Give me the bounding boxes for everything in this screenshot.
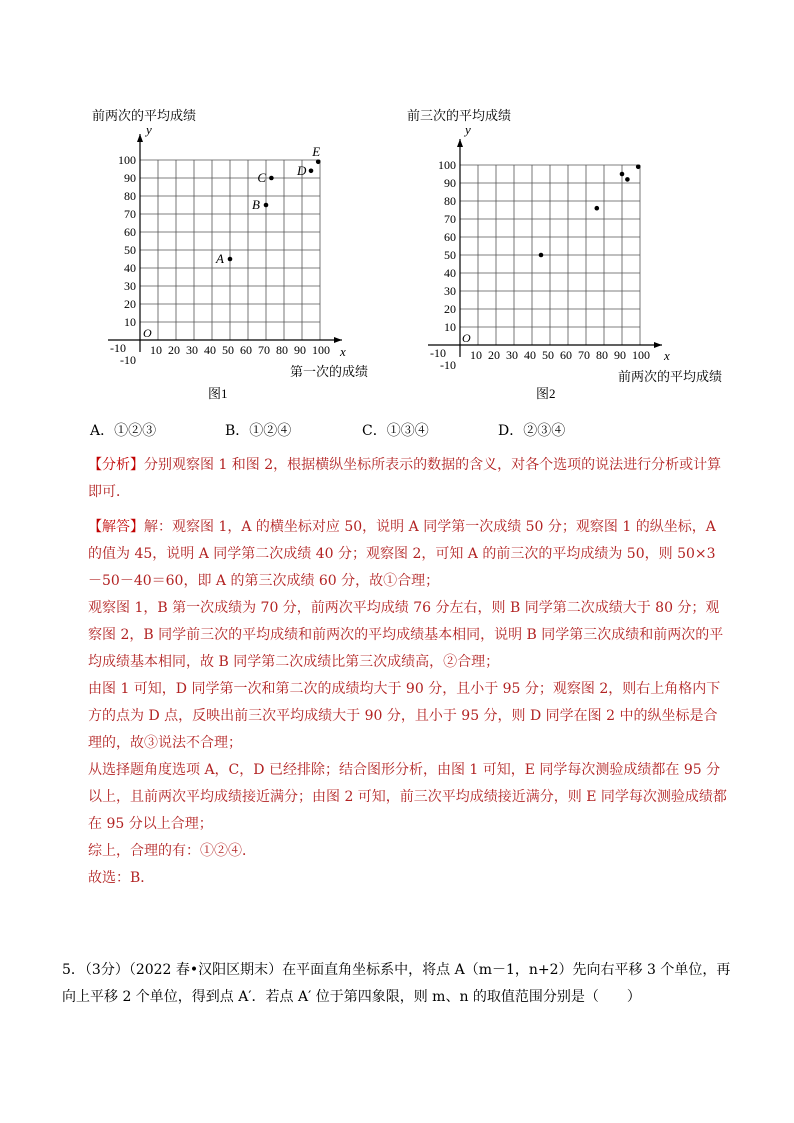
- figure2-origin: O: [462, 331, 471, 345]
- figure1-point-d: [309, 169, 314, 174]
- figure2-y-tick-label: 70: [444, 212, 456, 226]
- figure1-point-label-e: E: [312, 143, 321, 159]
- figure1-x-tick-label: 80: [276, 343, 288, 357]
- figure1-x-tick-label: 20: [168, 343, 180, 357]
- figure2-x-tick-label: 50: [542, 348, 554, 362]
- figure2-x-tick-label: 10: [470, 348, 482, 362]
- figure1-origin: O: [143, 326, 152, 340]
- figure1-y-tick-label: 70: [124, 207, 136, 221]
- figure2-y-arrow: [457, 139, 463, 147]
- figure1-point-b: [264, 203, 269, 208]
- figure1-y-tick-label: 10: [124, 315, 136, 329]
- figure1-ylabel: 前两次的平均成绩: [92, 108, 197, 123]
- figure1-point-e: [316, 160, 321, 165]
- figure1-x-tick-label: 70: [258, 343, 270, 357]
- analysis-block: [88, 452, 728, 506]
- figure1-x-tick-label: 30: [186, 343, 198, 357]
- figure2-y-tick-label: 60: [444, 230, 456, 244]
- figure1-y-tick-label: 100: [118, 153, 136, 167]
- figure2-point: [636, 165, 641, 170]
- figure1-y-neg-tick: -10: [120, 353, 136, 367]
- figure1-y-arrow: [137, 134, 143, 142]
- figure2-point: [620, 172, 625, 177]
- figure-1: [92, 108, 368, 401]
- figure1-x-tick-label: 100: [312, 343, 330, 357]
- figure2-x-arrow: [654, 342, 662, 348]
- figure1-point-c: [269, 176, 274, 181]
- solution-p3: 由图 1 可知，D 同学第一次和第二次的成绩均大于 90 分，且小于 95 分；观察图 2，则右上角格内下方的点为 D 点，反映出前三次平均成绩大于 90 分，且小于 95 分，则 D 同学在图 2 中的纵坐标是合理的，故③说法不合理；: [88, 681, 721, 751]
- figure2-y-tick-label: 40: [444, 266, 456, 280]
- solution-p4: 从选择题角度选项 A，C，D 已经排除；结合图形分析，由图 1 可知，E 同学每次测验成绩都在 95 分以上，且前两次平均成绩接近满分；由图 2 可知，前三次平均成绩接近满分，则 E 同学每次测验成绩都在 95 分以上合理；: [88, 762, 727, 832]
- analysis-text: 分别观察图 1 和图 2，根据横纵坐标所表示的数据的含义，对各个选项的说法进行分析或计算即可．: [88, 457, 722, 500]
- solution-p2: 观察图 1，B 第一次成绩为 70 分，前两次平均成绩 76 分左右，则 B 同学第二次成绩大于 80 分；观察图 2，B 同学前三次的平均成绩和前两次的平均成绩基本相同，说明 B 同学第三次成绩和前两次的平均成绩基本相同，故 B 同学第二次成绩比第三次成绩高，②合理；: [88, 600, 724, 670]
- figure2-caption: 图2: [536, 386, 556, 401]
- figure1-point-a: [228, 257, 233, 262]
- solution-block: [88, 514, 728, 892]
- figure2-y-tick-label: 90: [444, 176, 456, 190]
- figure-2: [407, 108, 722, 401]
- figure2-y-tick-label: 50: [444, 248, 456, 262]
- figure1-point-label-d: D: [297, 162, 307, 178]
- figure1-x-tick-label: 40: [204, 343, 216, 357]
- figure2-y-tick-label: 80: [444, 194, 456, 208]
- figure1-axis-x: x: [340, 344, 346, 359]
- question-5-text: 5．（3分）（2022 春•汉阳区期末）在平面直角坐标系中，将点 A（m－1，n+2）先向右平移 3 个单位，再向上平移 2 个单位，得到点 A′．若点 A′ 位于第四象限，则 m、n 的取值范围分别是（ ）: [62, 962, 731, 1005]
- solution-tag: 【解答】: [88, 519, 144, 535]
- figure2-x-tick-label: 20: [488, 348, 500, 362]
- figure2-x-tick-label: 80: [596, 348, 608, 362]
- figure2-y-tick-label: 10: [444, 320, 456, 334]
- figure1-xlabel: 第一次的成绩: [290, 364, 369, 379]
- analysis-tag: 【分析】: [88, 457, 144, 473]
- option-c[interactable]: C．①③④: [362, 423, 429, 439]
- figure1-y-tick-label: 50: [124, 243, 136, 257]
- figure2-axis-y: y: [465, 122, 471, 137]
- figure1-point-label-b: B: [252, 197, 260, 212]
- figure2-point: [625, 177, 630, 182]
- figure2-point: [595, 206, 600, 211]
- figure2-ylabel: 前三次的平均成绩: [407, 108, 512, 123]
- option-a[interactable]: A．①②③: [90, 423, 157, 439]
- figure2-axis-x: x: [664, 348, 670, 363]
- figure2-x-tick-label: 40: [524, 348, 536, 362]
- figure1-x-arrow: [334, 337, 342, 343]
- charts-area: [0, 0, 794, 410]
- answer-options: [90, 420, 730, 442]
- figure2-y-tick-label: 20: [444, 302, 456, 316]
- figure2-x-tick-label: 30: [506, 348, 518, 362]
- question-5: [62, 957, 732, 1011]
- figure1-axis-y: y: [146, 122, 152, 137]
- figure2-x-tick-label: 70: [578, 348, 590, 362]
- figure2-x-tick-label: 90: [614, 348, 626, 362]
- figure1-caption: 图1: [208, 386, 228, 401]
- figure2-y-tick-label: 30: [444, 284, 456, 298]
- figure1-x-tick-label: 10: [150, 343, 162, 357]
- figure2-point: [539, 253, 544, 258]
- figure2-x-tick-label: 100: [632, 348, 650, 362]
- solution-p1: 解：观察图 1，A 的横坐标对应 50，说明 A 同学第一次成绩 50 分；观察图 1 的纵坐标，A 的值为 45，说明 A 同学第二次成绩 40 分；观察图 2，可知 A 的前三次的平均成绩为 50，则 50×3－50－40＝60，即 A 的第三次成绩 60 分，故①合理；: [88, 519, 716, 589]
- figure1-point-label-c: C: [257, 170, 267, 185]
- figure1-y-tick-label: 90: [124, 171, 136, 185]
- figure1-point-label-a: A: [216, 251, 224, 266]
- figure2-y-neg-tick: -10: [440, 358, 456, 372]
- option-d[interactable]: D．②③④: [498, 423, 566, 439]
- option-b[interactable]: B．①②④: [225, 423, 292, 439]
- solution-p5: 综上，合理的有：①②④．: [88, 843, 256, 859]
- figure1-y-tick-label: 20: [124, 297, 136, 311]
- figure1-x-tick-label: 90: [294, 343, 306, 357]
- figure1-x-tick-label: 50: [222, 343, 234, 357]
- figure1-y-tick-label: 60: [124, 225, 136, 239]
- figure1-x-tick-label: 60: [240, 343, 252, 357]
- figure1-y-tick-label: 80: [124, 189, 136, 203]
- figure2-x-neg-tick: -10: [430, 346, 446, 360]
- figure1-y-tick-label: 40: [124, 261, 136, 275]
- figure2-x-tick-label: 60: [560, 348, 572, 362]
- figure1-x-neg-tick: -10: [110, 341, 126, 355]
- figure2-y-tick-label: 100: [438, 158, 456, 172]
- solution-p6: 故选：B．: [88, 870, 155, 886]
- figure2-xlabel: 前两次的平均成绩: [618, 369, 723, 384]
- figure1-y-tick-label: 30: [124, 279, 136, 293]
